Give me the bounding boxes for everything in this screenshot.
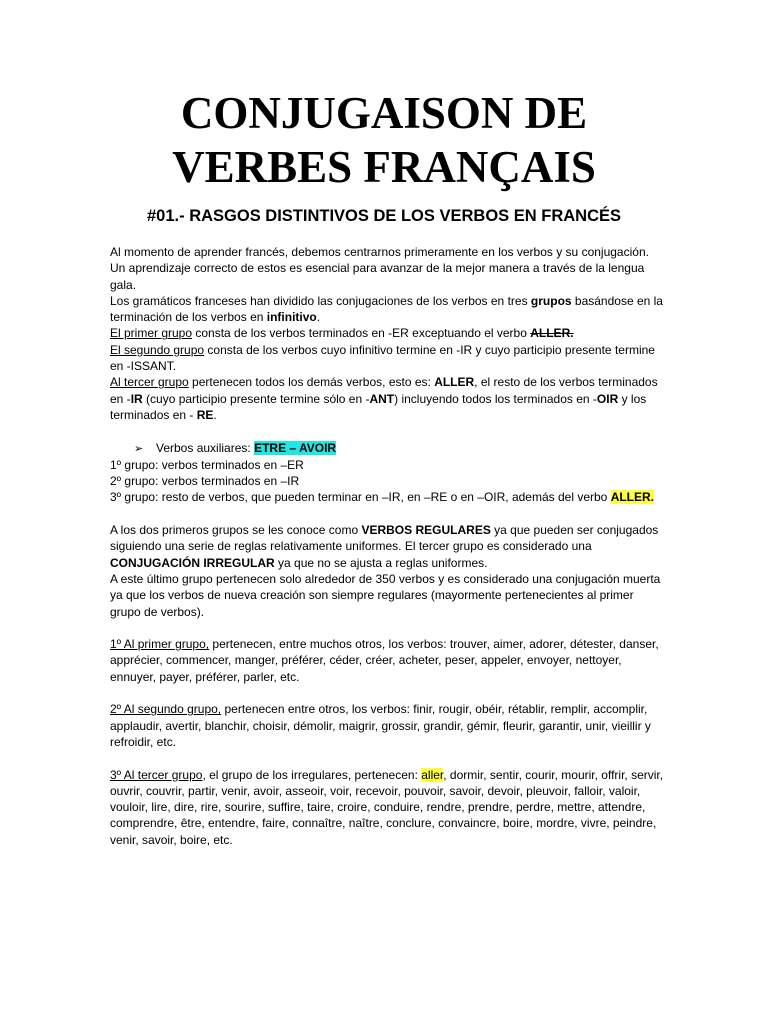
group-summary-1: 1º grupo: verbos terminados en –ER (110, 457, 304, 472)
aller-struck: ALLER. (530, 326, 574, 341)
groups-division-paragraph: Los gramáticos franceses han dividido las conjugaciones de los verbos en tres grupos basándose en la terminación de los verbos en infinitivo. (110, 293, 663, 325)
first-group-label: El primer grupo (110, 326, 193, 341)
spacer (110, 506, 665, 522)
page-title (0, 86, 768, 194)
spacer (110, 620, 665, 636)
spacer (110, 750, 665, 766)
title-line-1: CONJUGAISON DE (180, 88, 588, 138)
spacer (110, 685, 665, 701)
auxiliary-verbs-value: ETRE – AVOIR (254, 440, 337, 455)
aller-example-highlight: aller (421, 767, 444, 782)
title-line-2: VERBES FRANÇAIS (172, 142, 596, 192)
group-summary-3: 3º grupo: resto de verbos, que pueden terminar en –IR, en –RE o en –OIR, además del verbo ALLER. (110, 490, 655, 505)
third-group-examples: 3º Al tercer grupo, el grupo de los irregulares, pertenecen: aller, dormir, sentir, courir, mourir, offrir, servir, ouvrir, couvrir, partir, venir, avoir, asseoir, voir, recevoir, pouvoir, savoir, devoir, pleuvoir, falloir, valoir, vouloir, lire, dire, rire, sourire, suffire, taire, croire, conduire, rendre, prendre, perdre, mettre, attendre, comprendre, être, entendre, faire, connaître, naître, conclure, convaincre, boire, mordre, vivre, peindre, venir, savoir, boire, etc. (110, 767, 664, 847)
aller-highlight: ALLER. (610, 490, 655, 505)
third-group-label: Al tercer grupo (110, 375, 189, 390)
first-group-examples: 1º Al primer grupo, pertenecen, entre muchos otros, los verbos: trouver, aimer, adorer, détester, danser, apprécier, commencer, manger, préférer, céder, créer, acheter, peser, appeler, envoyer, nettoyer, ennuyer, payer, préférer, parler, etc. (110, 637, 659, 684)
first-group-definition: El primer grupo consta de los verbos terminados en -ER exceptuando el verbo ALLER. (110, 326, 574, 341)
intro-paragraph: Al momento de aprender francés, debemos centrarnos primeramente en los verbos y su conjugación. Un aprendizaje correcto de estos es esencial para avanzar de la mejor manera a través de la lengua gala. (110, 245, 649, 292)
regularity-paragraph: A los dos primeros grupos se les conoce como VERBOS REGULARES ya que pueden ser conjugados siguiendo una serie de reglas relativamente uniformes. El tercer grupo es considerado una CONJUGACIÓN IRREGULAR ya que no se ajusta a reglas uniformes. (110, 523, 659, 570)
section-heading: #01.- RASGOS DISTINTIVOS DE LOS VERBOS EN FRANCÉS (147, 207, 621, 225)
third-group-definition: Al tercer grupo pertenecen todos los demás verbos, esto es: ALLER, el resto de los verbos terminados en -IR (cuyo participio presente termine sólo en -ANT) incluyendo todos los terminados en -OIR y los terminados en - RE. (110, 375, 658, 422)
group-summary-2: 2º grupo: verbos terminados en –IR (110, 474, 300, 489)
dead-conjugation-paragraph: A este último grupo pertenecen solo alrededor de 350 verbos y es considerado una conjugación muerta ya que los verbos de nueva creación son siempre regulares (mayormente pertenecientes al primer grupo de verbos). (110, 571, 661, 619)
second-group-definition: El segundo grupo consta de los verbos cuyo infinitivo termine en -IR y cuyo participio presente termine en -ISSANT. (110, 342, 655, 374)
second-group-label: El segundo grupo (110, 342, 205, 357)
arrow-bullet-icon: ➢ (134, 442, 144, 455)
document-body (110, 244, 665, 848)
second-group-examples: 2º Al segundo grupo, pertenecen entre otros, los verbos: finir, rougir, obéir, rétablir, remplir, accomplir, applaudir, avertir, blanchir, choisir, démolir, maigrir, grossir, grandir, gémir, fleurir, garantir, unir, vieillir y refroidir, etc. (110, 702, 651, 749)
spacer (110, 423, 665, 439)
auxiliary-verbs-bullet: ➢ Verbos auxiliares: ETRE – AVOIR (110, 440, 665, 457)
